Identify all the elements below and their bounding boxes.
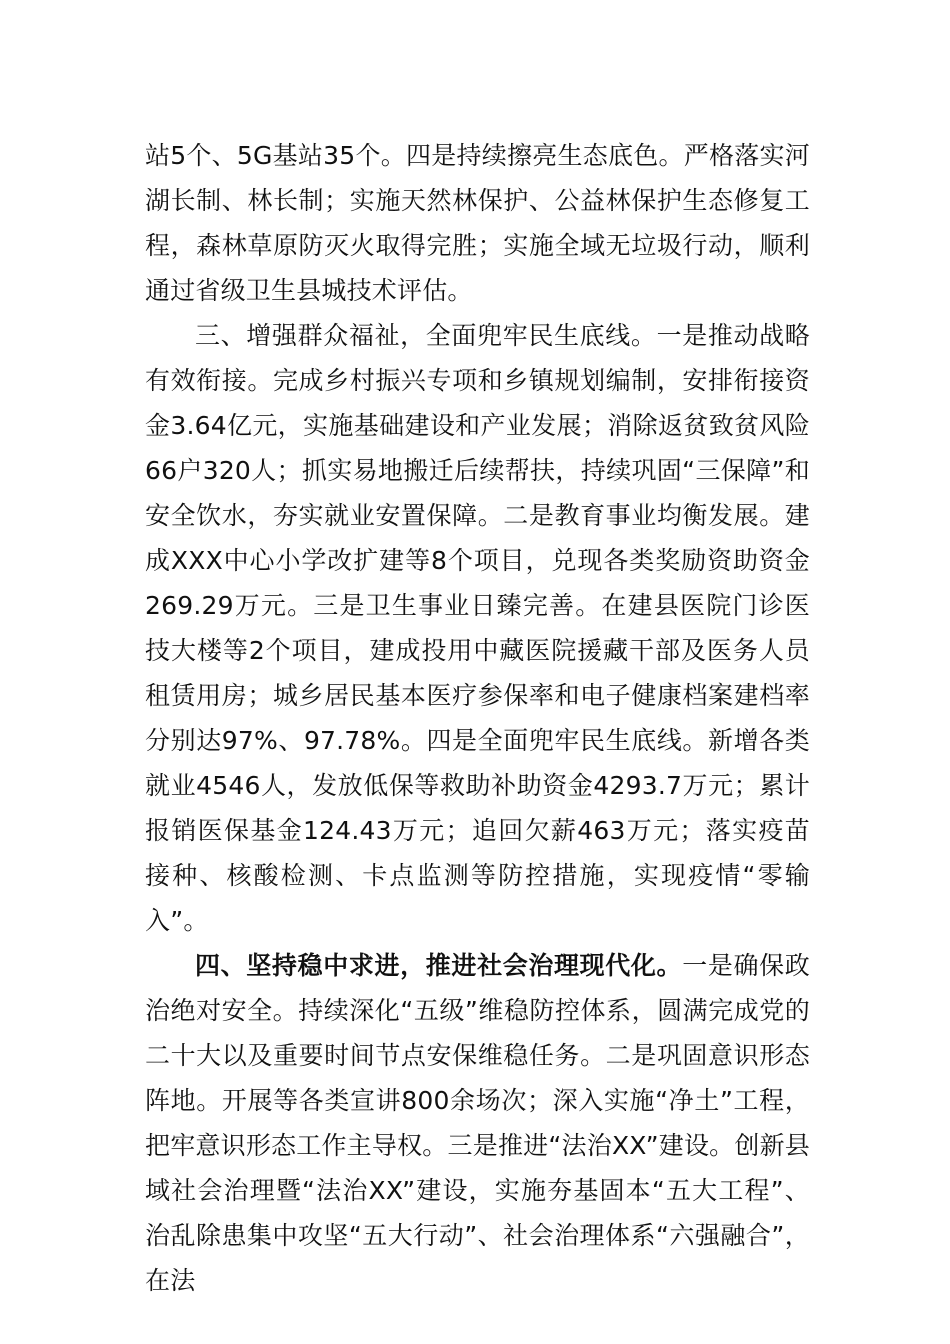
paragraph-people-welfare: 三、增强群众福祉，全面兜牢民生底线。一是推动战略有效衔接。完成乡村振兴专项和乡镇规划编制，安排衔接资金3.64亿元，实施基础建设和产业发展；消除返贫致贫风险66户320人；抓实易地搬迁后续帮扶，持续巩固“三保障”和安全饮水，夯实就业安置保障。二是教育事业均衡发展。建成XXX中心小学改扩建等8个项目，兑现各类奖励资助资金269.29万元。三是卫生事业日臻完善。在建县医院门诊医技大楼等2个项目，建成投用中藏医院援藏干部及医务人员租赁用房；城乡居民基本医疗参保率和电子健康档案建档率分别达97%、97.78%。四是全面兜牢民生底线。新增各类就业4546人，发放低保等救助补助资金4293.7万元；累计报销医保基金124.43万元；追回欠薪463万元；落实疫苗接种、核酸检测、卡点监测等防控措施，实现疫情“零输入”。 (145, 321, 810, 935)
section-heading-social-governance: 四、坚持稳中求进，推进社会治理现代化。 (195, 951, 683, 980)
paragraph-social-governance (145, 943, 810, 1303)
paragraph-ecology-continuation: 站5个、5G基站35个。四是持续擦亮生态底色。严格落实河湖长制、林长制；实施天然林保护、公益林保护生态修复工程，森林草原防灭火取得完胜；实施全域无垃圾行动，顺利通过省级卫生县城技术评估。 (145, 141, 810, 305)
document-body (145, 133, 810, 1303)
paragraph-social-governance-text: 一是确保政治绝对安全。持续深化“五级”维稳防控体系，圆满完成党的二十大以及重要时间节点安保维稳任务。二是巩固意识形态阵地。开展等各类宣讲800余场次；深入实施“净土”工程，把牢意识形态工作主导权。三是推进“法治XX”建设。创新县域社会治理暨“法治XX”建设，实施夯基固本“五大工程”、治乱除患集中攻坚“五大行动”、社会治理体系“六强融合”，在法 (145, 951, 810, 1295)
